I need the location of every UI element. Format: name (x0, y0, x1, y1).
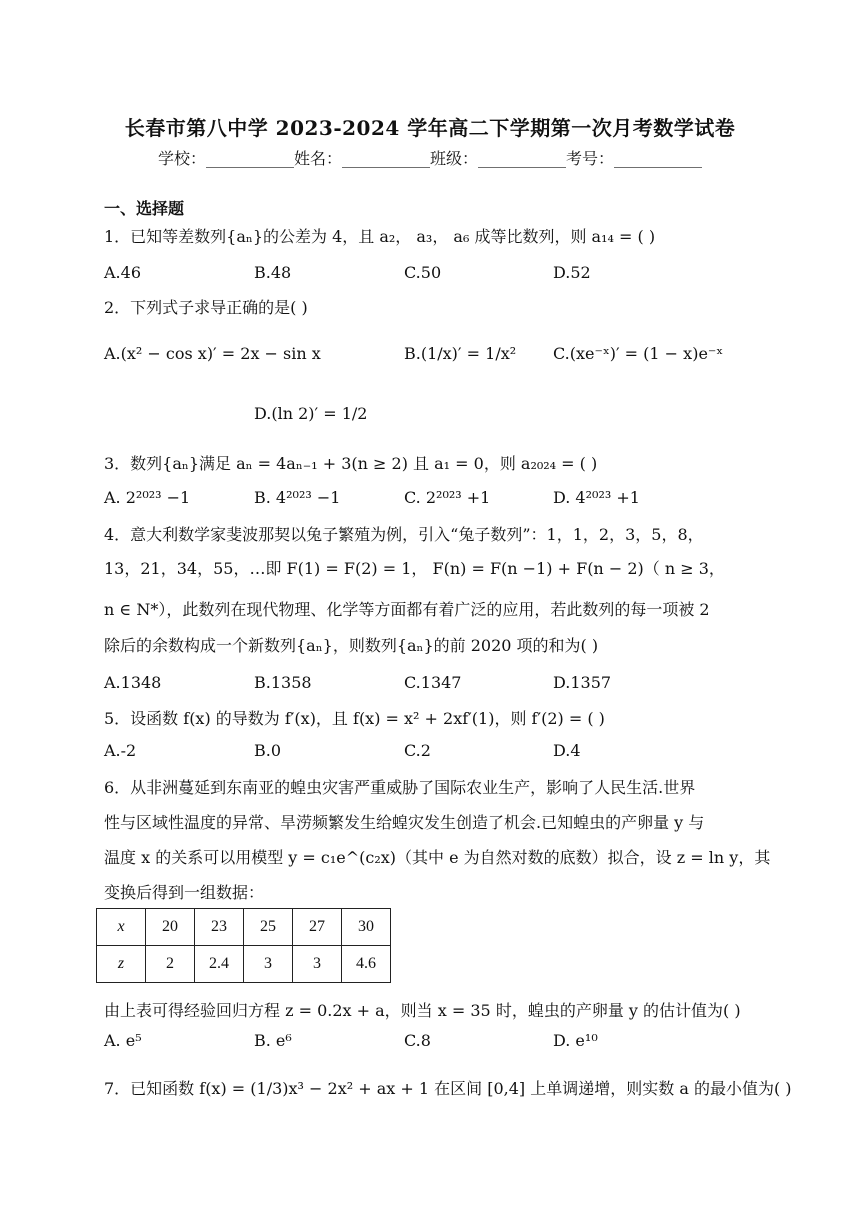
question-5-stem: 5．设函数 f(x) 的导数为 f′(x)，且 f(x) = x² + 2xf′(1)，则 f′(2) = ( ) (104, 709, 605, 728)
student-info-line: 学校：___________姓名：___________班级：___________考号：___________ (157, 149, 702, 168)
table-cell: 2 (146, 946, 195, 983)
q4-option-c: C.1347 (404, 673, 462, 692)
table-cell: 4.6 (342, 946, 391, 983)
q1-option-a: A.46 (104, 263, 141, 282)
table-row (97, 909, 391, 946)
table-cell: z (97, 946, 146, 983)
question-6-line-2: 性与区域性温度的异常、旱涝频繁发生给蝗灾发生创造了机会.已知蝗虫的产卵量 y 与 (104, 813, 705, 832)
question-7-stem: 7．已知函数 f(x) = (1/3)x³ − 2x² + ax + 1 在区间 [0,4] 上单调递增，则实数 a 的最小值为( ) (104, 1079, 792, 1098)
question-6-after-table: 由上表可得经验回归方程 z = 0.2x + a，则当 x = 35 时，蝗虫的产卵量 y 的估计值为( ) (104, 1001, 741, 1020)
table-cell: 27 (293, 909, 342, 946)
q2-option-d: D.(ln 2)′ = 1/2 (254, 404, 368, 423)
question-4-line-1: 4．意大利数学家斐波那契以兔子繁殖为例，引入“兔子数列”：1，1，2，3，5，8， (104, 525, 704, 544)
table-cell: 20 (146, 909, 195, 946)
table-cell: 25 (244, 909, 293, 946)
q4-option-d: D.1357 (553, 673, 612, 692)
table-row (97, 946, 391, 983)
q3-option-c: C. 2²⁰²³ +1 (404, 488, 491, 507)
q6-option-b: B. e⁶ (254, 1031, 292, 1050)
q1-option-c: C.50 (404, 263, 442, 282)
q3-option-b: B. 4²⁰²³ −1 (254, 488, 341, 507)
table-cell: x (97, 909, 146, 946)
q6-option-a: A. e⁵ (104, 1031, 142, 1050)
exam-title: 长春市第八中学 2023-2024 学年高二下学期第一次月考数学试卷 (124, 116, 736, 140)
q3-option-d: D. 4²⁰²³ +1 (553, 488, 640, 507)
question-4-line-2: 13，21，34，55，…即 F(1) = F(2) = 1， F(n) = F(n −1) + F(n − 2)（ n ≥ 3， (104, 559, 725, 578)
q1-option-d: D.52 (553, 263, 591, 282)
question-6-line-4: 变换后得到一组数据： (104, 883, 265, 902)
table-cell: 30 (342, 909, 391, 946)
section-heading: 一、选择题 (104, 199, 185, 218)
q5-option-d: D.4 (553, 741, 581, 760)
q2-option-c: C.(xe⁻ˣ)′ = (1 − x)e⁻ˣ (553, 344, 724, 363)
question-2-stem: 2．下列式子求导正确的是( ) (104, 298, 308, 317)
question-1-stem: 1．已知等差数列{aₙ}的公差为 4，且 a₂， a₃， a₆ 成等比数列，则 a₁₄ = ( ) (104, 227, 656, 246)
table-cell: 3 (244, 946, 293, 983)
q4-option-a: A.1348 (104, 673, 162, 692)
q5-option-c: C.2 (404, 741, 431, 760)
q6-option-d: D. e¹⁰ (553, 1031, 598, 1050)
question-6-line-3: 温度 x 的关系可以用模型 y = c₁e^(c₂x)（其中 e 为自然对数的底数）拟合，设 z = ln y，其 (104, 848, 771, 867)
table-cell: 23 (195, 909, 244, 946)
q1-option-b: B.48 (254, 263, 292, 282)
q5-option-b: B.0 (254, 741, 282, 760)
q4-option-b: B.1358 (254, 673, 312, 692)
q2-option-a: A.(x² − cos x)′ = 2x − sin x (104, 344, 321, 363)
data-table (96, 908, 391, 983)
question-3-stem: 3．数列{aₙ}满足 aₙ = 4aₙ₋₁ + 3(n ≥ 2) 且 a₁ = 0，则 a₂₀₂₄ = ( ) (104, 454, 598, 473)
q5-option-a: A.-2 (104, 741, 137, 760)
question-4-line-3: n ∈ N*），此数列在现代物理、化学等方面都有着广泛的应用，若此数列的每一项被 2 (104, 600, 710, 619)
table-cell: 3 (293, 946, 342, 983)
q2-option-b: B.(1/x)′ = 1/x² (404, 344, 517, 363)
q3-option-a: A. 2²⁰²³ −1 (104, 488, 191, 507)
question-4-line-4: 除后的余数构成一个新数列{aₙ}，则数列{aₙ}的前 2020 项的和为( ) (104, 636, 599, 655)
question-6-line-1: 6．从非洲蔓延到东南亚的蝗虫灾害严重威胁了国际农业生产，影响了人民生活.世界 (104, 778, 696, 797)
table-cell: 2.4 (195, 946, 244, 983)
q6-option-c: C.8 (404, 1031, 431, 1050)
